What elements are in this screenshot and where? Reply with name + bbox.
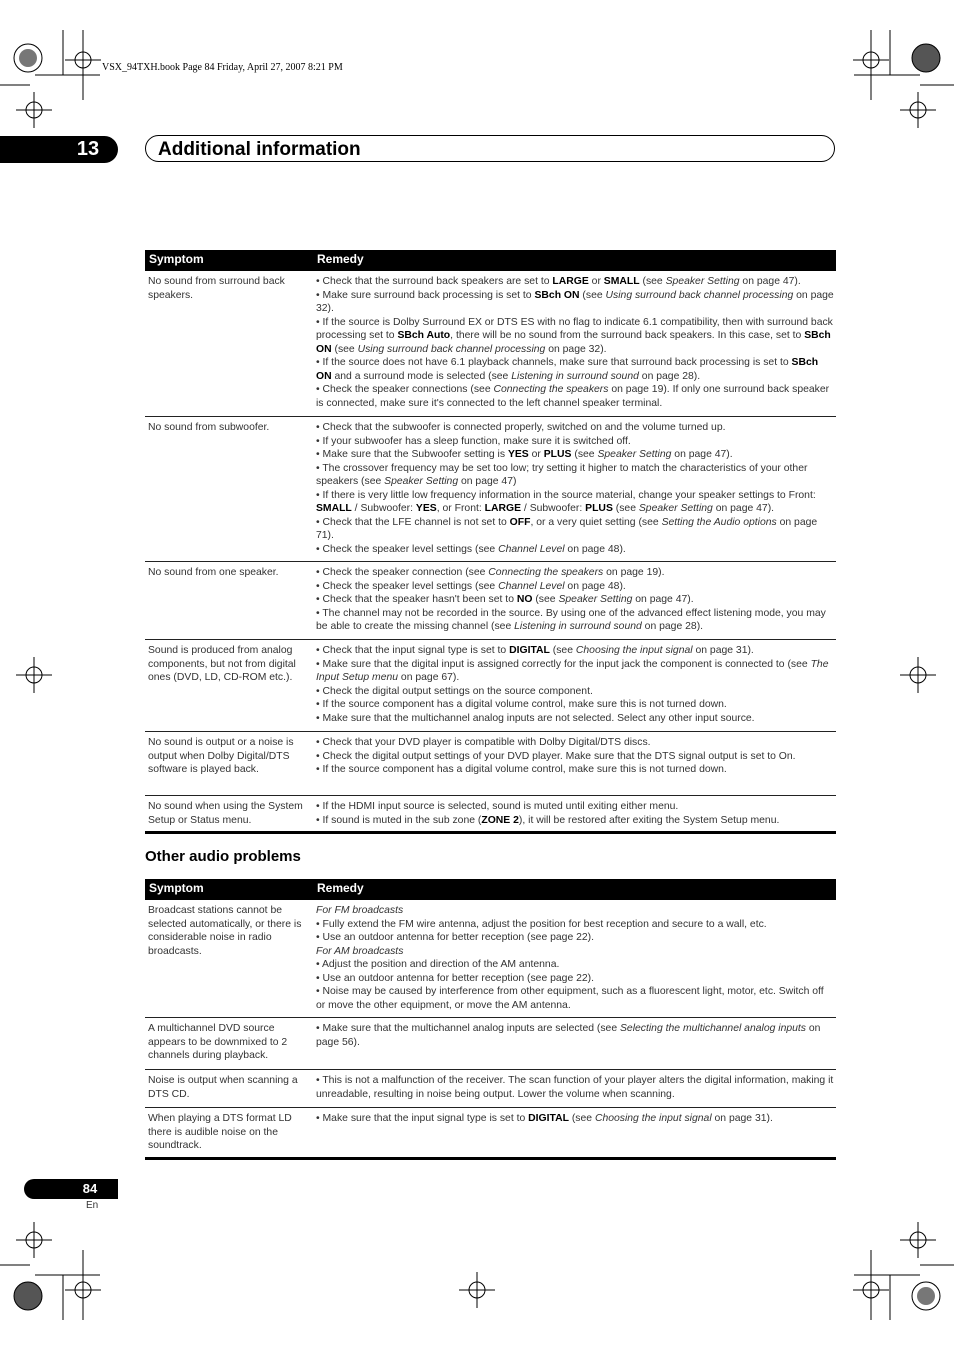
remedy-line: • Make sure that the digital input is assigned correctly for the input jack the component is connected to (see The Input Setup menu on page 67). (316, 658, 829, 683)
remedy-line: • Check that your DVD player is compatible with Dolby Digital/DTS discs. (316, 737, 651, 748)
symptom-cell: When playing a DTS format LD there is audible noise on the soundtrack. (148, 1113, 292, 1151)
remedy-line: • If the HDMI input source is selected, sound is muted until exiting either menu. (316, 801, 679, 812)
remedy-line: • If the source component has a digital volume control, make sure this is not turned down. (316, 699, 727, 710)
remedy-line: • If there is very little low frequency information in the source material, change your speaker settings to Front: SMALL / Subwoofer: YES, or Front: LARGE / Subwoofer: PLUS (see Speaker Setting on page 47). (316, 489, 816, 514)
remedy-line: • Check the speaker level settings (see Channel Level on page 48). (316, 580, 626, 592)
remedy-line: • Check that the LFE channel is not set to OFF, or a very quiet setting (see Setting the Audio options on page 71). (316, 516, 818, 541)
remedy-line: • Check that the surround back speakers are set to LARGE or SMALL (see Speaker Setting on page 47). (316, 276, 801, 287)
section-title-other-audio: Other audio problems (145, 848, 301, 865)
remedy-line: For FM broadcasts (316, 905, 404, 916)
remedy-line: • If the source is Dolby Surround EX or DTS ES with no flag to indicate 6.1 compatibility, then with surround back processing set to SBch Auto, there will be no sound from the surround back speakers. In this case, set to SBch ON (see Using surround back channel processing on page 32). (316, 316, 833, 355)
remedy-header: Remedy (317, 881, 364, 895)
remedy-line: • Make sure that the multichannel analog inputs are not selected. Select any other input source. (316, 712, 755, 724)
remedy-line: • If the source component has a digital volume control, make sure this is not turned down. (316, 764, 727, 775)
remedy-line: • Check the digital output settings on the source component. (316, 685, 593, 697)
symptom-header: Symptom (149, 881, 204, 895)
symptom-cell: No sound from one speaker. (148, 567, 279, 578)
remedy-line: • Make sure that the multichannel analog inputs are selected (see Selecting the multichannel analog inputs on page 56). (316, 1023, 821, 1048)
remedy-line: • Check that the subwoofer is connected properly, switched on and the volume turned up. (316, 422, 726, 433)
symptom-header: Symptom (149, 252, 204, 266)
remedy-line: • Make sure that the input signal type is set to DIGITAL (see Choosing the input signal on page 31). (316, 1113, 773, 1124)
page-language: En (86, 1200, 99, 1211)
remedy-line: • Check that the input signal type is set to DIGITAL (see Choosing the input signal on page 31). (316, 645, 754, 656)
remedy-line: • Check that the speaker hasn't been set to NO (see Speaker Setting on page 47). (316, 594, 694, 605)
symptom-cell: Broadcast stations cannot be selected automatically, or there is considerable noise in radio broadcasts. (148, 905, 302, 957)
symptom-cell: Noise is output when scanning a DTS CD. (148, 1075, 298, 1100)
print-header: VSX_94TXH.book Page 84 Friday, April 27, 2007 8:21 PM (102, 62, 343, 73)
remedy-line: • The channel may not be recorded in the source. By using one of the advanced effect listening mode, you may be able to create the missing channel (see Listening in surround sound on page 28). (316, 607, 826, 632)
remedy-line: • If your subwoofer has a sleep function, make sure it is switched off. (316, 435, 631, 447)
remedy-line: • Fully extend the FM wire antenna, adjust the position for best reception and secure to a wall, etc. (316, 918, 767, 930)
remedy-line: • Check the speaker connection (see Connecting the speakers on page 19). (316, 567, 665, 578)
remedy-header: Remedy (317, 252, 364, 266)
remedy-line: • Make sure surround back processing is set to SBch ON (see Using surround back channel processing on page 32). (316, 289, 834, 314)
symptom-cell: Sound is produced from analog components, but not from digital ones (DVD, LD, CD-ROM etc.). (148, 645, 296, 683)
remedy-line: • Use an outdoor antenna for better reception (see page 22). (316, 932, 595, 943)
remedy-line: • Adjust the position and direction of the AM antenna. (316, 959, 560, 970)
chapter-title: Additional information (158, 139, 361, 160)
symptom-cell: No sound when using the System Setup or Status menu. (148, 801, 303, 826)
remedy-line: • This is not a malfunction of the receiver. The scan function of your player alters the digital information, making it unreadable, resulting in noise being output. Lower the volume when scanning. (316, 1075, 834, 1100)
remedy-line: • If sound is muted in the sub zone (ZONE 2), it will be restored after exiting the System Setup menu. (316, 814, 780, 826)
remedy-line: • Check the digital output settings of your DVD player. Make sure that the DTS signal output is set to On. (316, 750, 796, 762)
remedy-line: • Use an outdoor antenna for better reception (see page 22). (316, 972, 595, 984)
symptom-cell: A multichannel DVD source appears to be downmixed to 2 channels during playback. (148, 1023, 288, 1061)
remedy-line: • Noise may be caused by interference from other equipment, such as a fluorescent light, motor, etc. Switch off or move the other equipment, or move the AM antenna. (316, 986, 824, 1011)
remedy-line: • Make sure that the Subwoofer setting is YES or PLUS (see Speaker Setting on page 47). (316, 449, 733, 460)
remedy-line: • If the source does not have 6.1 playback channels, make sure that surround back processing is set to SBch ON and a surround mode is selected (see Listening in surround sound on page 28). (316, 357, 819, 382)
chapter-number: 13 (76, 138, 100, 160)
remedy-line: • The crossover frequency may be set too low; try setting it higher to match the characteristics of your other speakers (see Speaker Setting on page 47) (316, 462, 808, 487)
symptom-cell: No sound from surround back speakers. (148, 276, 285, 301)
symptom-cell: No sound from subwoofer. (148, 422, 270, 433)
symptom-cell: No sound is output or a noise is output when Dolby Digital/DTS software is played back. (148, 737, 294, 775)
remedy-line: • Check the speaker level settings (see Channel Level on page 48). (316, 543, 626, 555)
page-number: 84 (82, 1181, 98, 1196)
remedy-line: For AM broadcasts (316, 945, 404, 957)
remedy-line: • Check the speaker connections (see Connecting the speakers on page 19). If only one surround back speaker is connected, make sure it's connected to the left channel speaker terminal. (316, 384, 830, 409)
